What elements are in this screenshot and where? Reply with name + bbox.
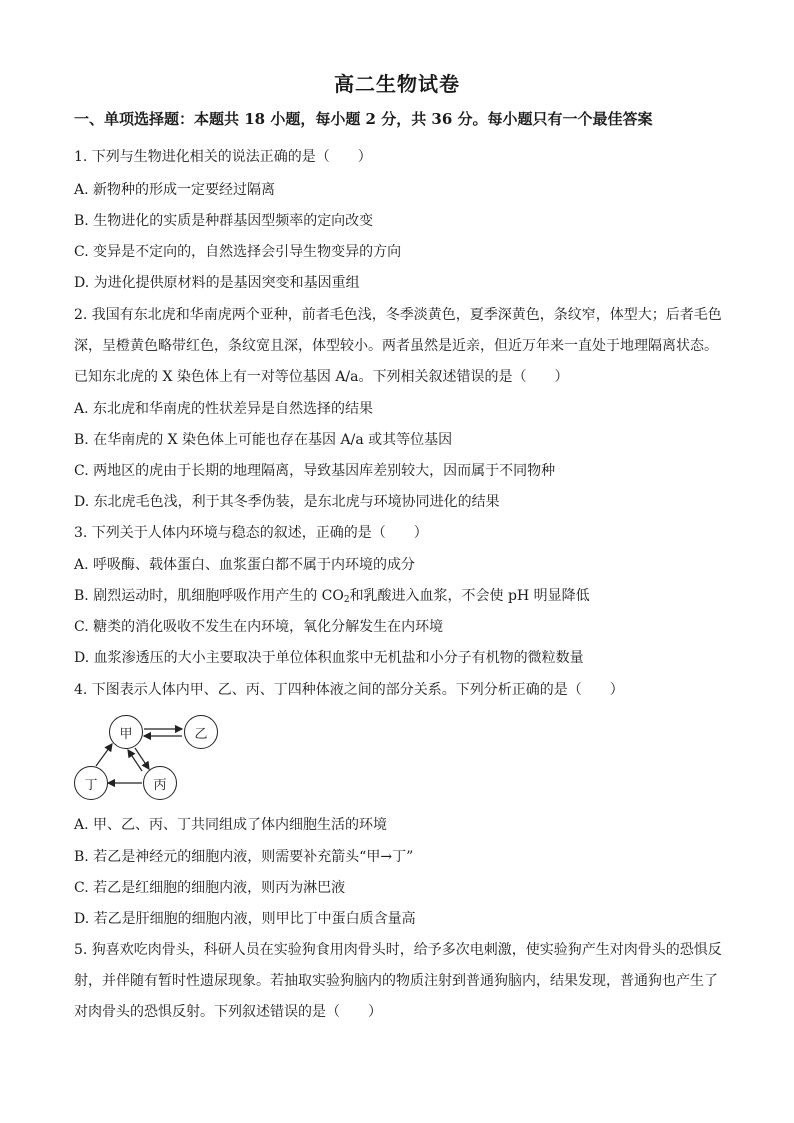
q3-option-b-post: 和乳酸进入血浆，不会使 pH 明显降低 xyxy=(349,588,590,604)
q4-option-a: A. 甲、乙、丙、丁共同组成了体内细胞生活的环境 xyxy=(74,817,388,833)
q3-option-d: D. 血浆渗透压的大小主要取决于单位体积血浆中无机盐和小分子有机物的微粒数量 xyxy=(74,650,584,666)
arrow-bing-to-jia xyxy=(128,750,142,771)
arrow-jia-to-bing xyxy=(135,748,149,769)
q3-option-a: A. 呼吸酶、载体蛋白、血浆蛋白都不属于内环境的成分 xyxy=(74,557,416,573)
q2-stem-line-2: 深，呈橙黄色略带红色，条纹宽且深，体型较小。两者虽然是近亲，但近万年来一直处于地理隔离状态。 xyxy=(74,338,718,354)
q5-stem-line-2: 射，并伴随有暂时性遗尿现象。若抽取实验狗脑内的物质注射到普通狗脑内，结果发现，普通狗也产生了 xyxy=(74,973,718,989)
q2-option-b: B. 在华南虎的 X 染色体上可能也存在基因 A/a 或其等位基因 xyxy=(74,432,453,448)
q2-option-c: C. 两地区的虎由于长期的地理隔离，导致基因库差别较大，因而属于不同物种 xyxy=(74,463,556,479)
body-fluid-diagram xyxy=(70,714,230,806)
q2-option-a: A. 东北虎和华南虎的性状差异是自然选择的结果 xyxy=(74,401,374,417)
q1-option-b: B. 生物进化的实质是种群基因型频率的定向改变 xyxy=(74,213,374,229)
node-bing: 丙 xyxy=(143,766,177,800)
q3-option-b-pre: B. 剧烈运动时，肌细胞呼吸作用产生的 CO xyxy=(74,588,344,604)
q1-option-a: A. 新物种的形成一定要经过隔离 xyxy=(74,182,276,198)
q3-option-b-subscript: 2 xyxy=(343,595,350,605)
q2-option-d: D. 东北虎毛色浅，利于其冬季伪装，是东北虎与环境协同进化的结果 xyxy=(74,494,500,510)
q4-option-c: C. 若乙是红细胞的细胞内液，则丙为淋巴液 xyxy=(74,880,346,896)
q4-option-d: D. 若乙是肝细胞的细胞内液，则甲比丁中蛋白质含量高 xyxy=(74,911,416,927)
q1-stem: 1. 下列与生物进化相关的说法正确的是（ ） xyxy=(74,149,372,165)
q4-option-b: B. 若乙是神经元的细胞内液，则需要补充箭头“甲→丁” xyxy=(74,849,414,865)
q5-stem-line-1: 5. 狗喜欢吃肉骨头，科研人员在实验狗食用肉骨头时，给予多次电刺激，使实验狗产生对肉骨头的恐惧反 xyxy=(74,942,722,958)
q3-option-b xyxy=(74,587,590,609)
q4-stem: 4. 下图表示人体内甲、乙、丙、丁四种体液之间的部分关系。下列分析正确的是（ ） xyxy=(74,682,624,698)
q2-stem-line-3: 已知东北虎的 X 染色体上有一对等位基因 A/a。下列相关叙述错误的是（ ） xyxy=(74,369,569,385)
node-ding: 丁 xyxy=(74,766,108,800)
q1-option-c: C. 变异是不定向的，自然选择会引导生物变异的方向 xyxy=(74,244,402,260)
node-jia: 甲 xyxy=(109,715,143,749)
node-yi: 乙 xyxy=(184,715,218,749)
q3-option-c: C. 糖类的消化吸收不发生在内环境，氧化分解发生在内环境 xyxy=(74,619,444,635)
q3-stem: 3. 下列关于人体内环境与稳态的叙述，正确的是（ ） xyxy=(74,525,428,541)
arrow-ding-to-jia xyxy=(96,744,112,766)
q5-stem-line-3: 对肉骨头的恐惧反射。下列叙述错误的是（ ） xyxy=(74,1004,382,1020)
section-heading: 一、单项选择题：本题共 18 小题，每小题 2 分，共 36 分。每小题只有一个最佳答案 xyxy=(74,110,653,128)
page-title: 高二生物试卷 xyxy=(334,72,460,96)
q1-option-d: D. 为进化提供原材料的是基因突变和基因重组 xyxy=(74,275,360,291)
q2-stem-line-1: 2. 我国有东北虎和华南虎两个亚种，前者毛色浅，冬季淡黄色，夏季深黄色，条纹窄，体型大；后者毛色 xyxy=(74,307,722,323)
